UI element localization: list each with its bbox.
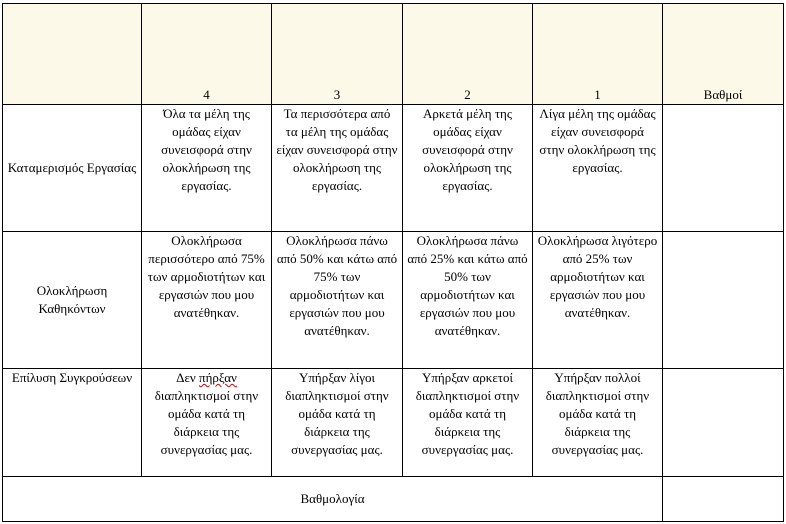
- descriptor-cell: Υπήρξαν πολλοί διαπληκτισμοί στην ομάδα κατά τη διάρκεια της συνεργασίας μας.: [533, 369, 663, 477]
- header-criteria-cell: [3, 4, 142, 105]
- descriptor-cell: Ολοκλήρωσα πάνω από 25% και κάτω από 50% των αρμοδιοτήτων και εργασιών που μου ανατέθηκαν.: [403, 232, 533, 369]
- table-row: [3, 232, 784, 369]
- descriptor-cell: [142, 369, 272, 477]
- header-level-2: 2: [403, 4, 533, 105]
- descriptor-cell: Ολοκλήρωσα περισσότερο από 75% των αρμοδιοτήτων και εργασιών που μου ανατέθηκαν.: [142, 232, 272, 369]
- header-points: Βαθμοί: [663, 4, 784, 105]
- header-level-3: 3: [272, 4, 403, 105]
- table-row: [3, 105, 784, 232]
- descriptor-prefix: Δεν: [176, 370, 200, 385]
- criterion-cell: Επίλυση Συγκρούσεων: [3, 369, 142, 477]
- descriptor-cell: Αρκετά μέλη της ομάδας είχαν συνεισφορά στην ολοκλήρωση της εργασίας.: [403, 105, 533, 232]
- total-label: Βαθμολογία: [3, 477, 663, 522]
- criterion-cell: Καταμερισμός Εργασίας: [3, 105, 142, 232]
- total-value-cell[interactable]: [663, 477, 784, 522]
- header-level-1: 1: [533, 4, 663, 105]
- descriptor-cell: Όλα τα μέλη της ομάδας είχαν συνεισφορά στην ολοκλήρωση της εργασίας.: [142, 105, 272, 232]
- descriptor-cell: Υπήρξαν λίγοι διαπληκτισμοί στην ομάδα κατά τη διάρκεια της συνεργασίας μας.: [272, 369, 403, 477]
- descriptor-cell: Ολοκλήρωσα λιγότερο από 25% των αρμοδιοτήτων και εργασιών που μου ανατέθηκαν.: [533, 232, 663, 369]
- table-row: [3, 369, 784, 477]
- descriptor-rest: διαπληκτισμοί στην ομάδα κατά τη διάρκεια της συνεργασίας μας.: [154, 388, 259, 457]
- total-row: [3, 477, 784, 522]
- points-cell[interactable]: [663, 105, 784, 232]
- header-level-4: 4: [142, 4, 272, 105]
- header-row: [3, 4, 784, 105]
- descriptor-cell: Υπήρξαν αρκετοί διαπληκτισμοί στην ομάδα κατά τη διάρκεια της συνεργασίας μας.: [403, 369, 533, 477]
- descriptor-cell: Τα περισσότερα από τα μέλη της ομάδας είχαν συνεισφορά στην ολοκλήρωση της εργασίας.: [272, 105, 403, 232]
- descriptor-cell: Ολοκλήρωσα πάνω από 50% και κάτω από 75% των αρμοδιοτήτων και εργασιών που μου ανατέθηκαν.: [272, 232, 403, 369]
- misspelled-word: πήρξαν: [199, 370, 237, 385]
- criterion-cell: Ολοκλήρωση Καθηκόντων: [3, 232, 142, 369]
- descriptor-cell: Λίγα μέλη της ομάδας είχαν συνεισφορά στην ολοκλήρωση της εργασίας.: [533, 105, 663, 232]
- points-cell[interactable]: [663, 232, 784, 369]
- rubric-table: [2, 3, 784, 522]
- points-cell[interactable]: [663, 369, 784, 477]
